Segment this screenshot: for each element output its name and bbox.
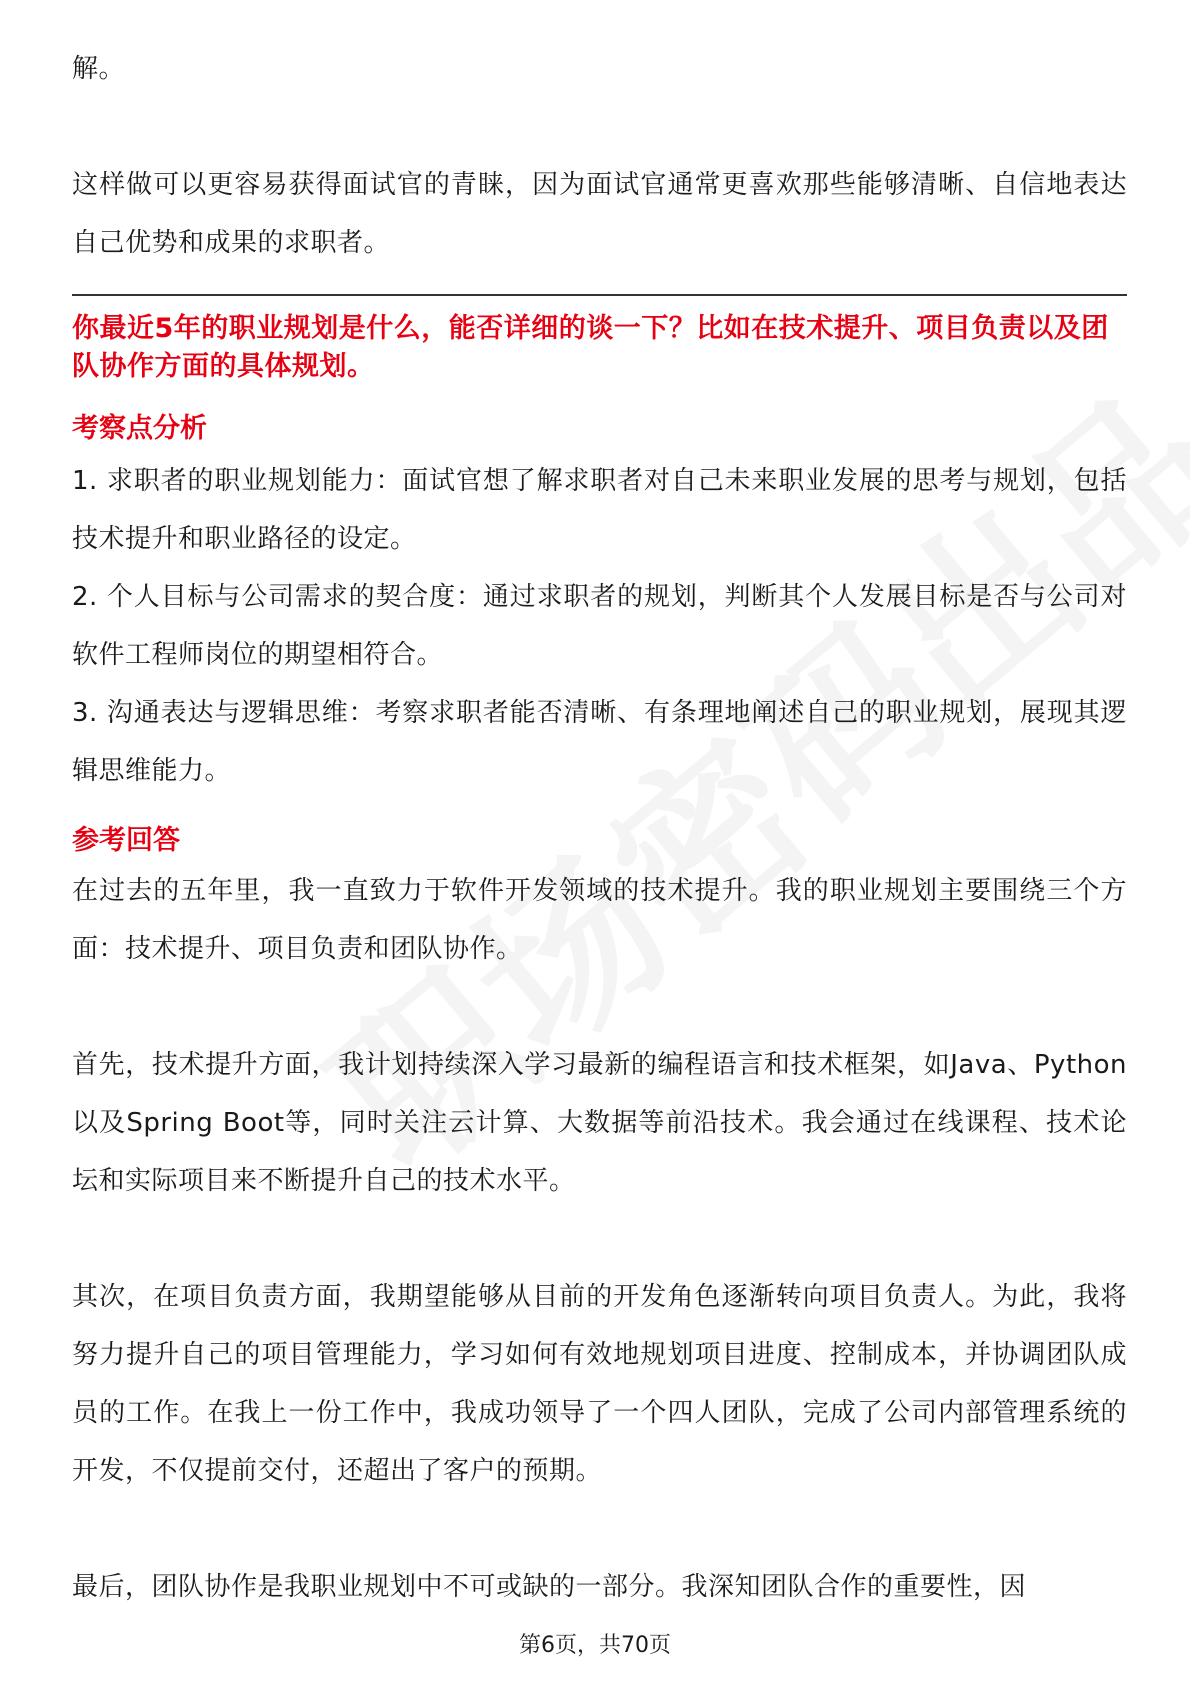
answer-paragraph: 在过去的五年里，我一直致力于软件开发领域的技术提升。我的职业规划主要围绕三个方面：技术提升、项目负责和团队协作。: [72, 876, 1127, 964]
analysis-item: 3. 沟通表达与逻辑思维：考察求职者能否清晰、有条理地阐述自己的职业规划，展现其逻辑思维能力。: [72, 698, 1127, 786]
answer-paragraph: 最后，团队协作是我职业规划中不可或缺的一部分。我深知团队合作的重要性，因: [72, 1572, 1027, 1602]
continued-text: 解。: [72, 54, 126, 84]
answer-heading: 参考回答: [72, 825, 180, 856]
answer-paragraph: 其次，在项目负责方面，我期望能够从目前的开发角色逐渐转向项目负责人。为此，我将努力提升自己的项目管理能力，学习如何有效地规划项目进度、控制成本，并协调团队成员的工作。在我上一份工作中，我成功领导了一个四人团队，完成了公司内部管理系统的开发，不仅提前交付，还超出了客户的预期。: [72, 1282, 1127, 1486]
analysis-item: 1. 求职者的职业规划能力：面试官想了解求职者对自己未来职业发展的思考与规划，包括技术提升和职业路径的设定。: [72, 466, 1127, 554]
summary-paragraph: 这样做可以更容易获得面试官的青睐，因为面试官通常更喜欢那些能够清晰、自信地表达自己优势和成果的求职者。: [72, 170, 1127, 258]
interview-question: 你最近5年的职业规划是什么，能否详细的谈一下？比如在技术提升、项目负责以及团队协作方面的具体规划。: [72, 313, 1109, 382]
analysis-list: [72, 452, 1127, 800]
analysis-item: 2. 个人目标与公司需求的契合度：通过求职者的规划，判断其个人发展目标是否与公司对软件工程师岗位的期望相符合。: [72, 582, 1127, 670]
analysis-heading: 考察点分析: [72, 413, 207, 444]
answer-paragraph: 首先，技术提升方面，我计划持续深入学习最新的编程语言和技术框架，如Java、Python以及Spring Boot等，同时关注云计算、大数据等前沿技术。我会通过在线课程、技术论坛和实际项目来不断提升自己的技术水平。: [72, 1050, 1127, 1196]
section-divider: [72, 294, 1127, 296]
page-number: 第6页，共70页: [519, 1633, 671, 1658]
